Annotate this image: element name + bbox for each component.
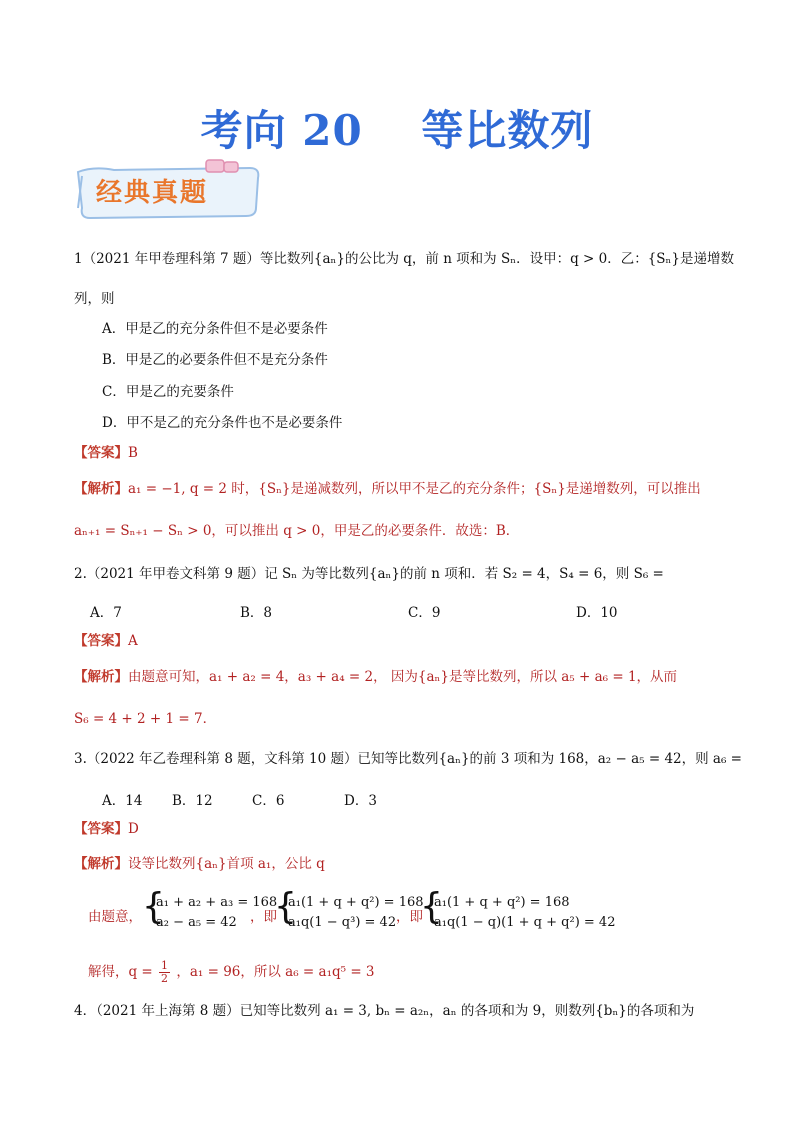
q2-stem: 2.（2021 年甲卷文科第 9 题）记 Sₙ 为等比数列{aₙ}的前 n 项和．若 S₂ = 4，S₄ = 6，则 S₆ = xyxy=(74,566,664,582)
answer-tag: 【答案】 xyxy=(74,821,128,837)
analysis-text: 设等比数列{aₙ}首项 a₁，公比 q xyxy=(128,856,325,872)
left-brace-icon: { xyxy=(274,886,297,927)
q3-stem: 3.（2022 年乙卷理科第 8 题，文科第 10 题）已知等比数列{aₙ}的前 3 项和为 168，a₂ − a₅ = 42，则 a₆ = xyxy=(74,751,742,767)
equation: a₁q(1 − q)(1 + q + q²) = 42 xyxy=(434,915,616,930)
answer-value: D xyxy=(128,821,139,837)
q3-option-c: C．6 xyxy=(252,793,285,809)
analysis-text: 由题意可知，a₁ + a₂ = 4，a₃ + a₄ = 2， 因为{aₙ}是等比数列，所以 a₅ + a₆ = 1，从而 xyxy=(128,669,678,685)
q2-analysis-line2: S₆ = 4 + 2 + 1 = 7． xyxy=(74,711,217,727)
q1-option-a: A．甲是乙的充分条件但不是必要条件 xyxy=(102,321,328,337)
left-brace-icon: { xyxy=(142,886,165,927)
answer-tag: 【答案】 xyxy=(74,633,128,649)
q3-solve-line xyxy=(88,960,375,985)
solve-prefix: 解得，q = xyxy=(88,964,153,980)
q3-analysis xyxy=(74,855,325,873)
q3-system-sep: ，即 xyxy=(250,909,277,925)
q1-stem-line1: 1（2021 年甲卷理科第 7 题）等比数列{aₙ}的公比为 q，前 n 项和为 Sₙ．设甲：q > 0．乙：{Sₙ}是递增数 xyxy=(74,251,734,267)
left-brace-icon: { xyxy=(420,886,443,927)
analysis-tag: 【解析】 xyxy=(74,669,128,685)
equation: a₁(1 + q + q²) = 168 xyxy=(288,895,424,910)
q3-system-sep2: ，即 xyxy=(396,909,423,925)
q1-option-b: B．甲是乙的必要条件但不是充分条件 xyxy=(102,352,328,368)
q3-option-b: B．12 xyxy=(172,793,213,809)
fraction xyxy=(159,960,170,985)
q3-option-d: D．3 xyxy=(344,793,377,809)
banner-label: 经典真题 xyxy=(96,178,209,208)
q3-system-intro: 由题意， xyxy=(88,909,142,925)
q2-analysis xyxy=(74,668,677,686)
q1-stem-line2: 列，则 xyxy=(74,291,115,307)
q2-answer xyxy=(74,632,138,650)
q2-option-b: B．8 xyxy=(240,605,273,621)
q1-option-c: C．甲是乙的充要条件 xyxy=(102,384,234,400)
analysis-tag: 【解析】 xyxy=(74,481,128,497)
q3-system-3 xyxy=(434,893,615,933)
equation: a₂ − a₅ = 42 xyxy=(156,915,237,930)
fraction-numerator: 1 xyxy=(161,959,169,972)
page-title: 考向 20 等比数列 xyxy=(200,106,594,155)
equation: a₁(1 + q + q²) = 168 xyxy=(434,895,570,910)
q4-stem: 4．（2021 年上海第 8 题）已知等比数列 a₁ = 3, bₙ = a₂ₙ，aₙ 的各项和为 9，则数列{bₙ}的各项和为 xyxy=(74,1003,695,1019)
q1-option-d: D．甲不是乙的充分条件也不是必要条件 xyxy=(102,415,343,431)
q1-answer xyxy=(74,444,138,462)
answer-value: B xyxy=(128,445,138,461)
equation: a₁ + a₂ + a₃ = 168 xyxy=(156,895,278,910)
analysis-tag: 【解析】 xyxy=(74,856,128,872)
analysis-text: a₁ = −1, q = 2 时，{Sₙ}是递减数列，所以甲不是乙的充分条件；{Sₙ}是递增数列，可以推出 xyxy=(128,481,701,497)
answer-value: A xyxy=(128,633,138,649)
answer-tag: 【答案】 xyxy=(74,445,128,461)
q2-option-c: C．9 xyxy=(408,605,441,621)
fraction-denominator: 2 xyxy=(161,972,169,985)
section-banner xyxy=(74,158,264,224)
q3-answer xyxy=(74,820,139,838)
q3-option-a: A．14 xyxy=(102,793,143,809)
q1-analysis xyxy=(74,480,701,498)
q2-option-d: D．10 xyxy=(576,605,618,621)
solve-suffix: ，a₁ = 96，所以 a₆ = a₁q⁵ = 3 xyxy=(176,964,375,980)
equation: a₁q(1 − q³) = 42 xyxy=(288,915,397,930)
q1-analysis-line2: aₙ₊₁ = Sₙ₊₁ − Sₙ > 0，可以推出 q > 0，甲是乙的必要条件．故选：B． xyxy=(74,523,520,539)
q2-option-a: A．7 xyxy=(90,605,122,621)
